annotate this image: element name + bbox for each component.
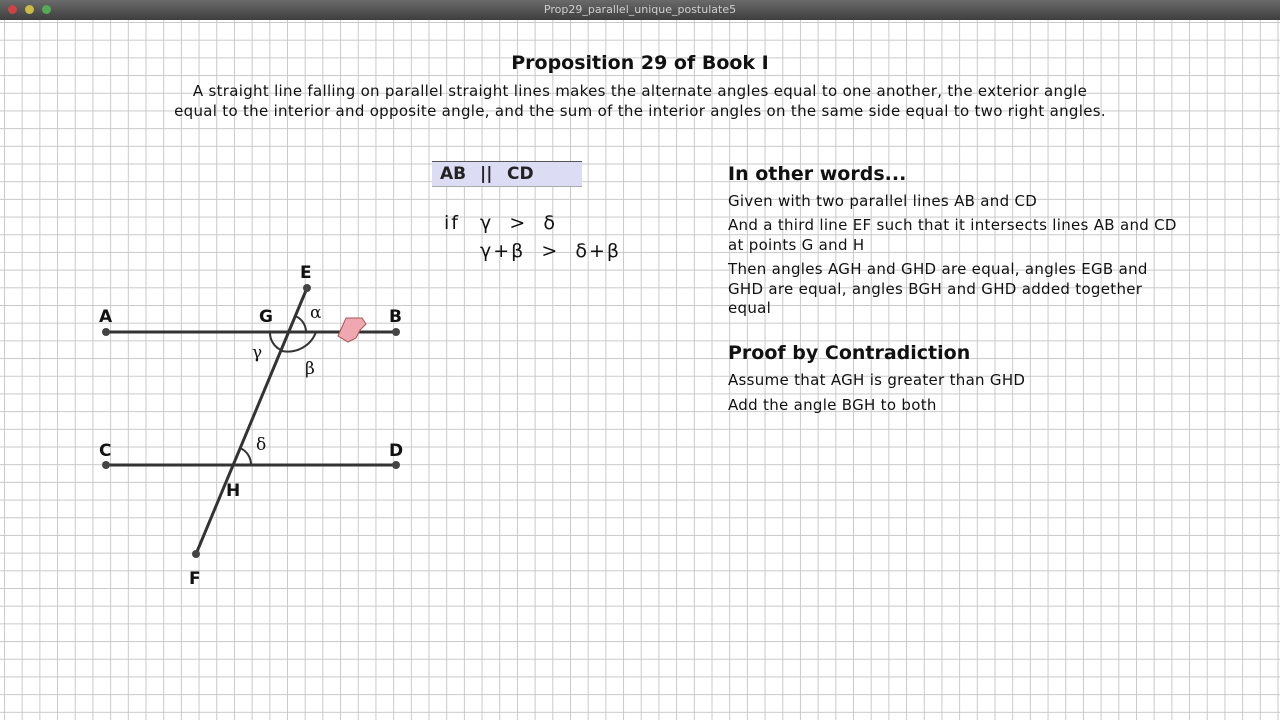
label-d: D — [389, 441, 404, 461]
point-b-dot[interactable] — [392, 328, 400, 336]
page-title: Proposition 29 of Book I — [511, 52, 769, 74]
label-f: F — [189, 569, 201, 589]
other-words-heading: In other words... — [728, 163, 907, 185]
label-gamma: γ — [252, 343, 263, 363]
point-e-dot[interactable] — [303, 284, 311, 292]
label-a: A — [99, 307, 113, 327]
label-e: E — [300, 263, 312, 283]
angle-alpha-arc — [295, 316, 306, 332]
angle-gamma-arc — [270, 332, 281, 350]
window-title: Prop29_parallel_unique_postulate5 — [543, 3, 737, 16]
label-g: G — [259, 307, 273, 327]
given-right: CD — [507, 164, 534, 184]
point-a-dot[interactable] — [102, 328, 110, 336]
label-delta: δ — [256, 435, 267, 455]
other-words-line-2: And a third line EF such that it intersects lines AB and CD at points G and H — [728, 216, 1177, 254]
if-label: if — [444, 212, 460, 234]
label-c: C — [99, 441, 112, 461]
point-f-dot[interactable] — [192, 550, 200, 558]
proof-heading: Proof by Contradiction — [728, 342, 971, 364]
hand-pointer-cursor-icon — [338, 318, 366, 342]
inequality-line-1: γ > δ — [480, 212, 557, 234]
label-b: B — [389, 307, 402, 327]
point-d-dot[interactable] — [392, 461, 400, 469]
label-alpha: α — [310, 303, 322, 323]
point-c-dot[interactable] — [102, 461, 110, 469]
proof-line-1: Assume that AGH is greater than GHD — [728, 371, 1026, 389]
label-h: H — [226, 481, 241, 501]
given-left: AB — [440, 164, 467, 184]
line-ef — [196, 288, 307, 554]
parallel-symbol: || — [480, 164, 493, 184]
other-words-line-3: Then angles AGH and GHD are equal, angles EGB and GHD are equal, angles BGH and GHD added together equal — [728, 260, 1148, 317]
label-beta: β — [305, 359, 315, 379]
proposition-statement: A straight line falling on parallel straight lines makes the alternate angles equal to one another, the exterior angle equal to the interior and opposite angle, and the sum of the interior angles on the same side equal to two right angles. — [174, 82, 1106, 120]
proof-line-2: Add the angle BGH to both — [728, 396, 937, 414]
other-words-line-1: Given with two parallel lines AB and CD — [728, 192, 1038, 210]
angle-delta-arc — [240, 448, 251, 465]
inequality-line-2: γ+β > δ+β — [480, 240, 622, 262]
